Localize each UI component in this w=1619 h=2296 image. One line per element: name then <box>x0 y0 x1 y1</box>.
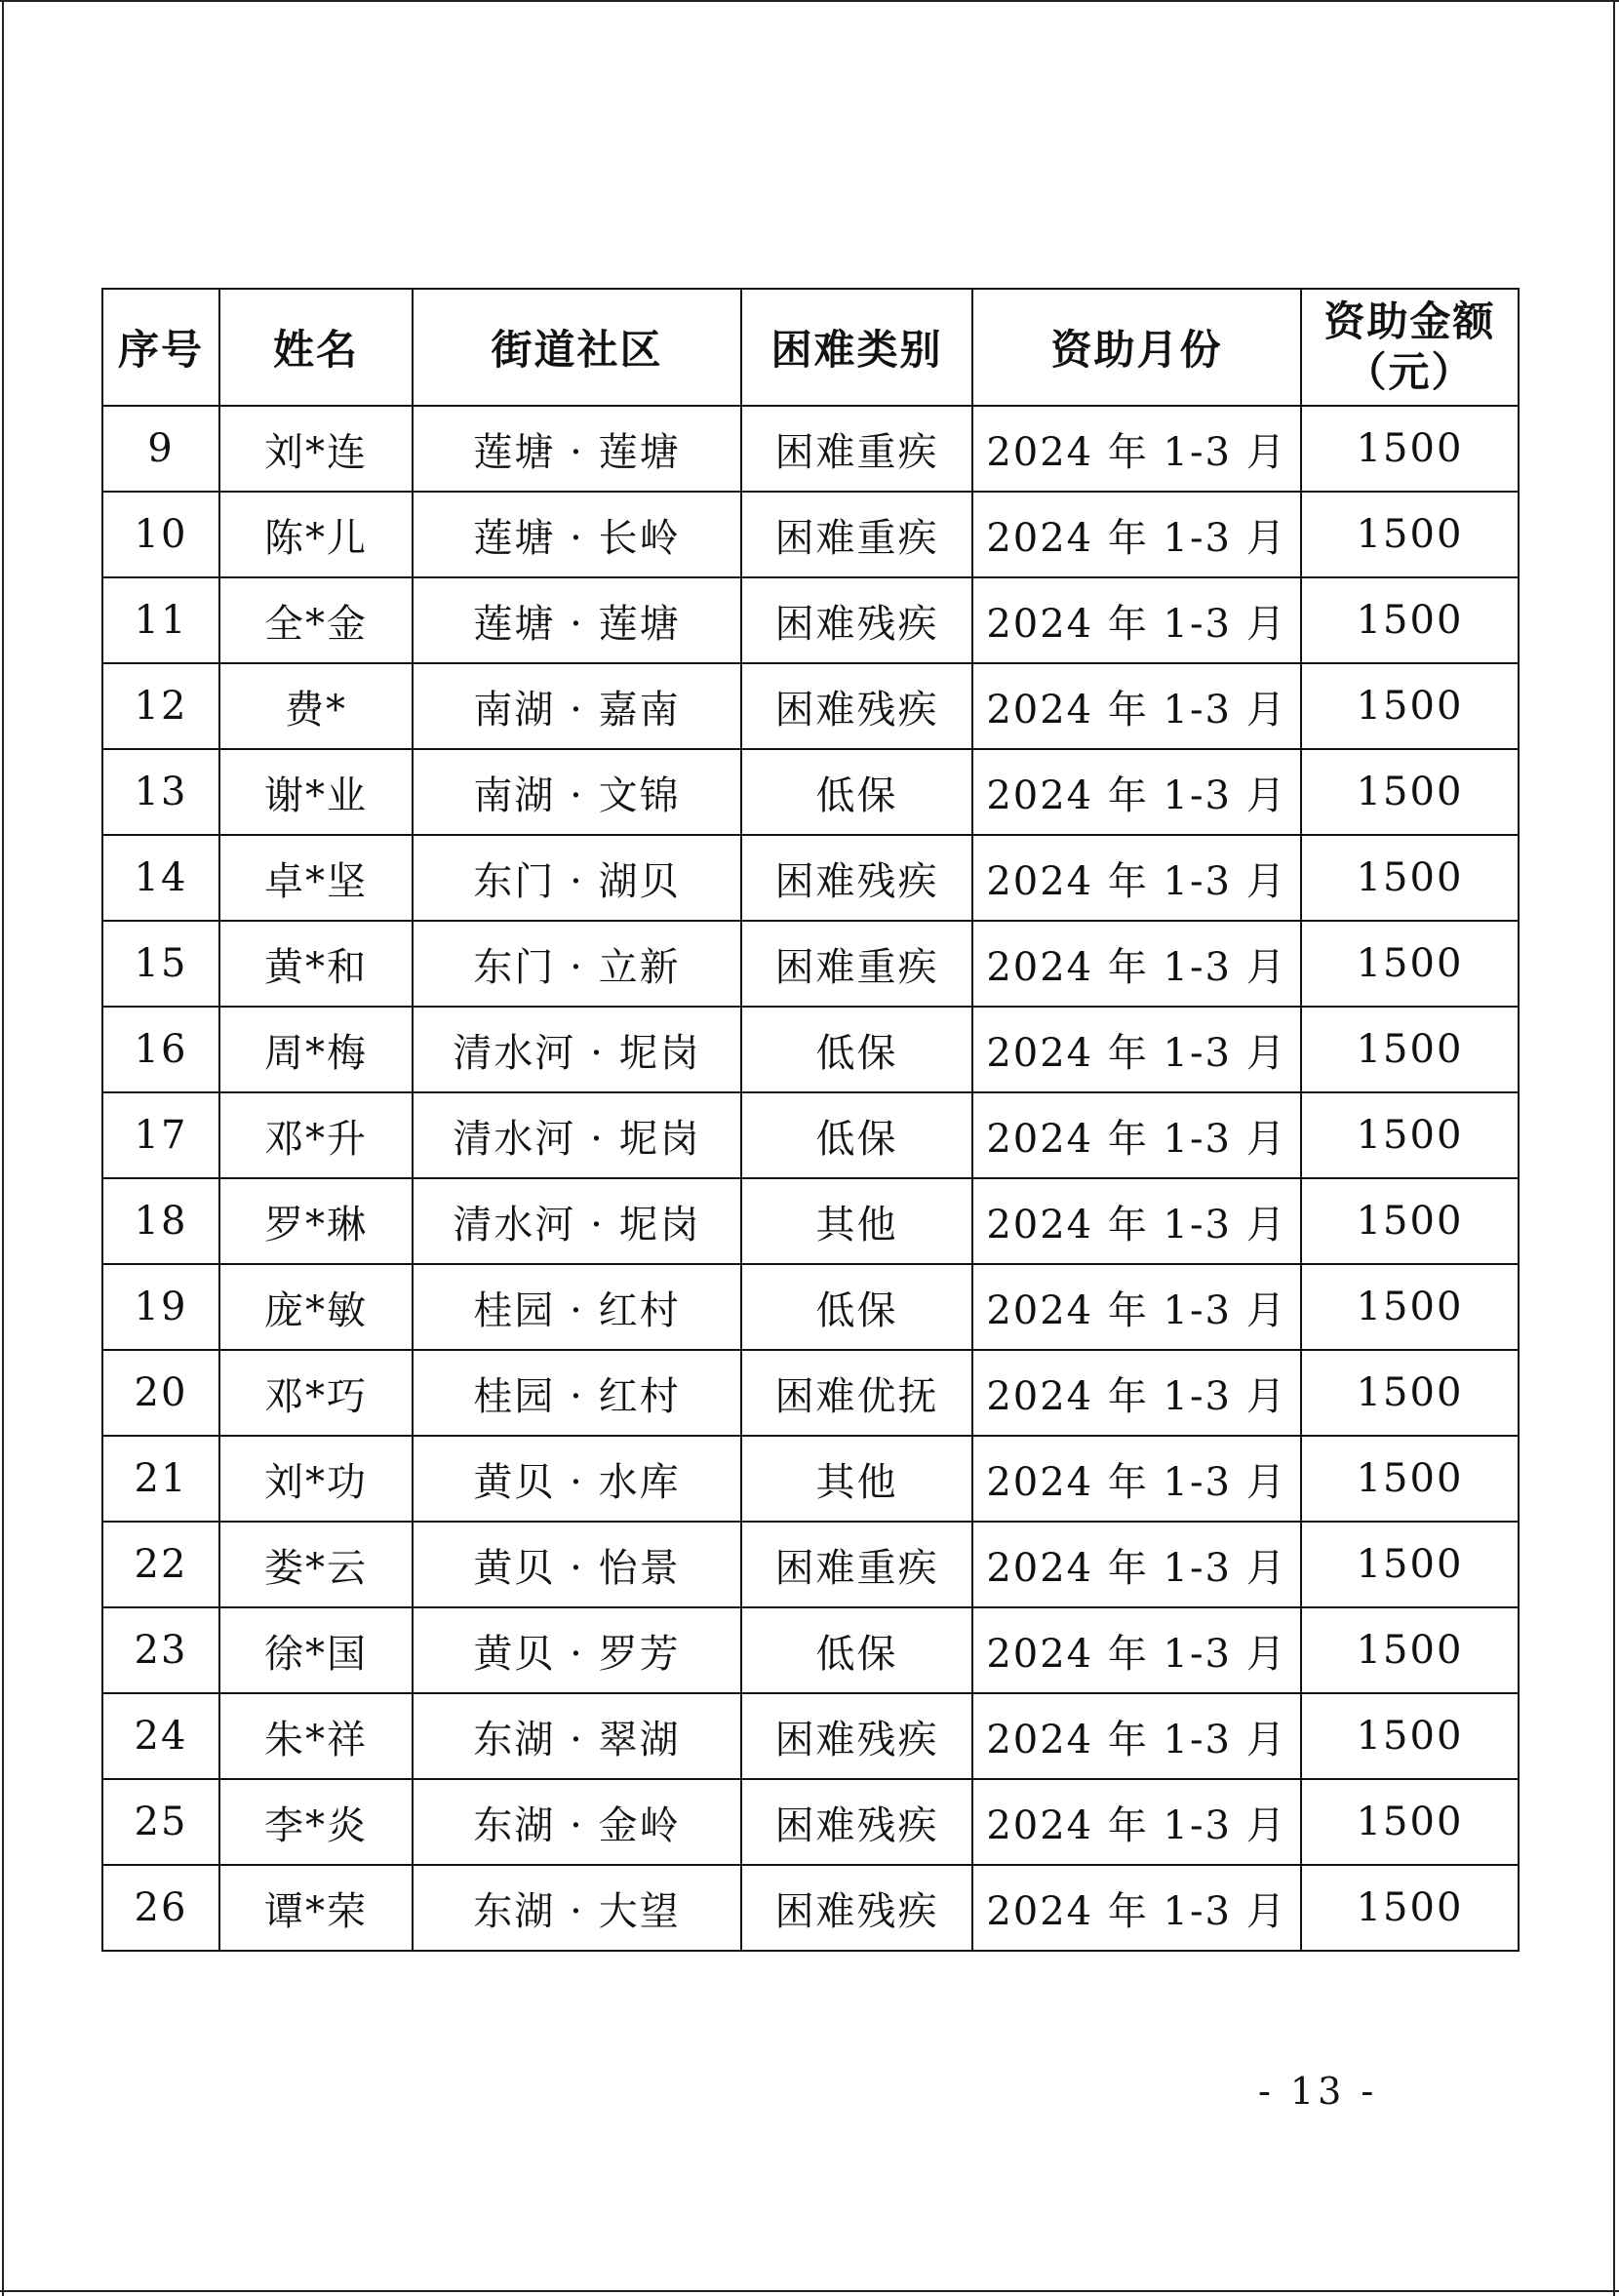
cell-seq: 21 <box>102 1436 219 1522</box>
table-body <box>102 406 1519 1951</box>
table-row <box>102 492 1519 577</box>
cell-amount: 1500 <box>1301 1264 1519 1350</box>
cell-category: 困难残疾 <box>741 835 972 921</box>
cell-month: 2024 年 1-3 月 <box>972 1522 1301 1607</box>
cell-category: 困难残疾 <box>741 577 972 663</box>
cell-category: 困难重疾 <box>741 492 972 577</box>
cell-amount: 1500 <box>1301 1092 1519 1178</box>
cell-month: 2024 年 1-3 月 <box>972 406 1301 492</box>
cell-month: 2024 年 1-3 月 <box>972 1178 1301 1264</box>
cell-category: 困难残疾 <box>741 1865 972 1951</box>
cell-street: 清水河 · 坭岗 <box>413 1178 741 1264</box>
table-row <box>102 1092 1519 1178</box>
cell-month: 2024 年 1-3 月 <box>972 1007 1301 1092</box>
cell-name: 陈*儿 <box>219 492 413 577</box>
cell-name: 谢*业 <box>219 749 413 835</box>
cell-month: 2024 年 1-3 月 <box>972 492 1301 577</box>
cell-name: 刘*连 <box>219 406 413 492</box>
cell-street: 东湖 · 大望 <box>413 1865 741 1951</box>
cell-category: 困难残疾 <box>741 1779 972 1865</box>
cell-category: 低保 <box>741 1007 972 1092</box>
cell-name: 邓*升 <box>219 1092 413 1178</box>
cell-name: 费* <box>219 663 413 749</box>
table-header <box>102 289 1519 406</box>
table-row <box>102 835 1519 921</box>
cell-amount: 1500 <box>1301 921 1519 1007</box>
table-row <box>102 1264 1519 1350</box>
cell-name: 娄*云 <box>219 1522 413 1607</box>
header-month: 资助月份 <box>972 289 1301 406</box>
cell-name: 朱*祥 <box>219 1693 413 1779</box>
cell-amount: 1500 <box>1301 1607 1519 1693</box>
cell-amount: 1500 <box>1301 1865 1519 1951</box>
page-edge-right <box>1613 0 1615 2296</box>
page-edge-top <box>0 0 1619 2</box>
table-row <box>102 749 1519 835</box>
page-edge-bottom <box>0 2290 1619 2292</box>
cell-month: 2024 年 1-3 月 <box>972 663 1301 749</box>
cell-name: 刘*功 <box>219 1436 413 1522</box>
cell-category: 低保 <box>741 1092 972 1178</box>
cell-street: 莲塘 · 长岭 <box>413 492 741 577</box>
cell-street: 莲塘 · 莲塘 <box>413 406 741 492</box>
cell-amount: 1500 <box>1301 492 1519 577</box>
cell-category: 低保 <box>741 1607 972 1693</box>
cell-seq: 26 <box>102 1865 219 1951</box>
cell-month: 2024 年 1-3 月 <box>972 1092 1301 1178</box>
cell-name: 庞*敏 <box>219 1264 413 1350</box>
cell-category: 其他 <box>741 1436 972 1522</box>
cell-street: 黄贝 · 罗芳 <box>413 1607 741 1693</box>
cell-amount: 1500 <box>1301 406 1519 492</box>
cell-amount: 1500 <box>1301 577 1519 663</box>
table-row <box>102 406 1519 492</box>
header-street: 街道社区 <box>413 289 741 406</box>
cell-amount: 1500 <box>1301 749 1519 835</box>
cell-month: 2024 年 1-3 月 <box>972 921 1301 1007</box>
cell-seq: 13 <box>102 749 219 835</box>
cell-amount: 1500 <box>1301 1178 1519 1264</box>
cell-amount: 1500 <box>1301 1522 1519 1607</box>
cell-street: 东湖 · 金岭 <box>413 1779 741 1865</box>
cell-category: 困难优抚 <box>741 1350 972 1436</box>
table-row <box>102 663 1519 749</box>
cell-seq: 15 <box>102 921 219 1007</box>
cell-amount: 1500 <box>1301 1007 1519 1092</box>
cell-name: 罗*琳 <box>219 1178 413 1264</box>
cell-seq: 9 <box>102 406 219 492</box>
cell-seq: 25 <box>102 1779 219 1865</box>
cell-street: 东门 · 湖贝 <box>413 835 741 921</box>
cell-category: 低保 <box>741 749 972 835</box>
table-row <box>102 1865 1519 1951</box>
cell-name: 黄*和 <box>219 921 413 1007</box>
cell-name: 卓*坚 <box>219 835 413 921</box>
cell-month: 2024 年 1-3 月 <box>972 1350 1301 1436</box>
cell-seq: 23 <box>102 1607 219 1693</box>
cell-street: 清水河 · 坭岗 <box>413 1092 741 1178</box>
cell-amount: 1500 <box>1301 835 1519 921</box>
cell-amount: 1500 <box>1301 1350 1519 1436</box>
cell-street: 黄贝 · 怡景 <box>413 1522 741 1607</box>
cell-seq: 19 <box>102 1264 219 1350</box>
cell-category: 困难残疾 <box>741 1693 972 1779</box>
cell-month: 2024 年 1-3 月 <box>972 1693 1301 1779</box>
cell-seq: 16 <box>102 1007 219 1092</box>
cell-month: 2024 年 1-3 月 <box>972 835 1301 921</box>
table-row <box>102 1178 1519 1264</box>
cell-street: 南湖 · 嘉南 <box>413 663 741 749</box>
header-category: 困难类别 <box>741 289 972 406</box>
cell-seq: 20 <box>102 1350 219 1436</box>
cell-amount: 1500 <box>1301 663 1519 749</box>
cell-name: 全*金 <box>219 577 413 663</box>
cell-name: 邓*巧 <box>219 1350 413 1436</box>
header-amount-line2: （元） <box>1345 348 1475 396</box>
cell-name: 徐*国 <box>219 1607 413 1693</box>
table-row <box>102 1007 1519 1092</box>
cell-seq: 18 <box>102 1178 219 1264</box>
cell-seq: 12 <box>102 663 219 749</box>
cell-seq: 17 <box>102 1092 219 1178</box>
cell-street: 桂园 · 红村 <box>413 1350 741 1436</box>
cell-street: 清水河 · 坭岗 <box>413 1007 741 1092</box>
header-amount <box>1301 289 1519 406</box>
cell-month: 2024 年 1-3 月 <box>972 1436 1301 1522</box>
page-number: - 13 - <box>1258 2070 1378 2113</box>
cell-seq: 22 <box>102 1522 219 1607</box>
cell-amount: 1500 <box>1301 1436 1519 1522</box>
table-row <box>102 577 1519 663</box>
cell-month: 2024 年 1-3 月 <box>972 749 1301 835</box>
cell-name: 李*炎 <box>219 1779 413 1865</box>
cell-name: 谭*荣 <box>219 1865 413 1951</box>
cell-street: 黄贝 · 水库 <box>413 1436 741 1522</box>
cell-name: 周*梅 <box>219 1007 413 1092</box>
table-row <box>102 1693 1519 1779</box>
subsidy-table <box>101 288 1520 1952</box>
cell-category: 困难重疾 <box>741 406 972 492</box>
table-row <box>102 1436 1519 1522</box>
subsidy-table-container <box>101 288 1520 1952</box>
cell-month: 2024 年 1-3 月 <box>972 1779 1301 1865</box>
cell-amount: 1500 <box>1301 1693 1519 1779</box>
cell-seq: 10 <box>102 492 219 577</box>
table-row <box>102 921 1519 1007</box>
cell-street: 东湖 · 翠湖 <box>413 1693 741 1779</box>
cell-month: 2024 年 1-3 月 <box>972 1865 1301 1951</box>
cell-seq: 14 <box>102 835 219 921</box>
cell-seq: 24 <box>102 1693 219 1779</box>
cell-category: 其他 <box>741 1178 972 1264</box>
header-seq: 序号 <box>102 289 219 406</box>
cell-street: 东门 · 立新 <box>413 921 741 1007</box>
cell-amount: 1500 <box>1301 1779 1519 1865</box>
cell-category: 困难重疾 <box>741 1522 972 1607</box>
page-edge-left <box>2 0 4 2296</box>
cell-category: 低保 <box>741 1264 972 1350</box>
cell-category: 困难残疾 <box>741 663 972 749</box>
cell-street: 桂园 · 红村 <box>413 1264 741 1350</box>
cell-month: 2024 年 1-3 月 <box>972 1607 1301 1693</box>
header-name: 姓名 <box>219 289 413 406</box>
header-row <box>102 289 1519 406</box>
cell-category: 困难重疾 <box>741 921 972 1007</box>
table-row <box>102 1779 1519 1865</box>
cell-month: 2024 年 1-3 月 <box>972 577 1301 663</box>
header-amount-line1: 资助金额 <box>1323 297 1496 345</box>
cell-seq: 11 <box>102 577 219 663</box>
cell-street: 莲塘 · 莲塘 <box>413 577 741 663</box>
cell-street: 南湖 · 文锦 <box>413 749 741 835</box>
cell-month: 2024 年 1-3 月 <box>972 1264 1301 1350</box>
table-row <box>102 1350 1519 1436</box>
table-row <box>102 1522 1519 1607</box>
table-row <box>102 1607 1519 1693</box>
